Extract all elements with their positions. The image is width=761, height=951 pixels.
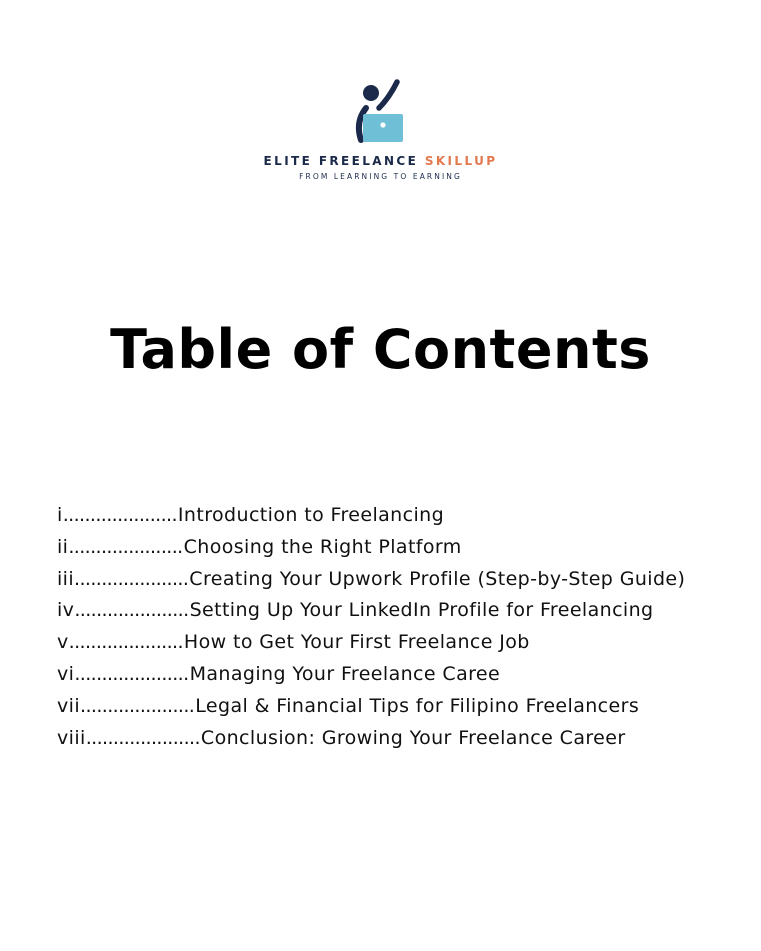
toc-leader: ..................... [74,567,189,590]
toc-leader: ..................... [85,726,200,749]
brand-name-accent: SKILLUP [424,154,498,168]
toc-item [57,500,685,532]
toc-label: Setting Up Your LinkedIn Profile for Freelancing [189,599,654,622]
toc-numeral: ii [57,535,69,558]
toc-leader: ..................... [62,504,177,526]
brand-name [0,154,761,168]
toc-label: Conclusion: Growing Your Freelance Career [200,726,626,749]
person-at-laptop-icon [349,78,413,148]
toc-numeral: v [57,631,69,654]
toc-numeral: i [57,504,63,526]
brand-logo [0,78,761,181]
toc-label: Managing Your Freelance Caree [189,662,501,685]
toc-label: Introduction to Freelancing [177,504,445,526]
toc-item [57,723,685,755]
toc-item [57,659,685,691]
toc-leader: ..................... [74,662,189,685]
toc-leader: ..................... [80,694,195,717]
toc-numeral: viii [57,726,86,749]
toc-item [57,627,685,659]
toc-item [57,532,685,564]
toc-leader: ..................... [68,631,183,654]
toc-numeral: vi [57,662,75,685]
toc-item [57,564,685,596]
toc-item [57,691,685,723]
page-title: Table of Contents [110,318,651,381]
brand-name-primary: ELITE FREELANCE [263,154,419,168]
toc-numeral: iii [57,567,75,590]
toc-label: Creating Your Upwork Profile (Step-by-Step Guide) [189,567,686,590]
toc-leader: ..................... [68,535,183,558]
toc-item [57,595,685,627]
toc-label: How to Get Your First Freelance Job [183,631,530,654]
toc-label: Legal & Financial Tips for Filipino Freelancers [195,694,640,717]
toc-leader: ..................... [74,599,189,622]
table-of-contents [57,500,685,754]
toc-numeral: vii [57,694,81,717]
toc-label: Choosing the Right Platform [183,535,462,558]
brand-tagline: FROM LEARNING TO EARNING [299,172,462,181]
toc-numeral: iv [57,599,75,622]
